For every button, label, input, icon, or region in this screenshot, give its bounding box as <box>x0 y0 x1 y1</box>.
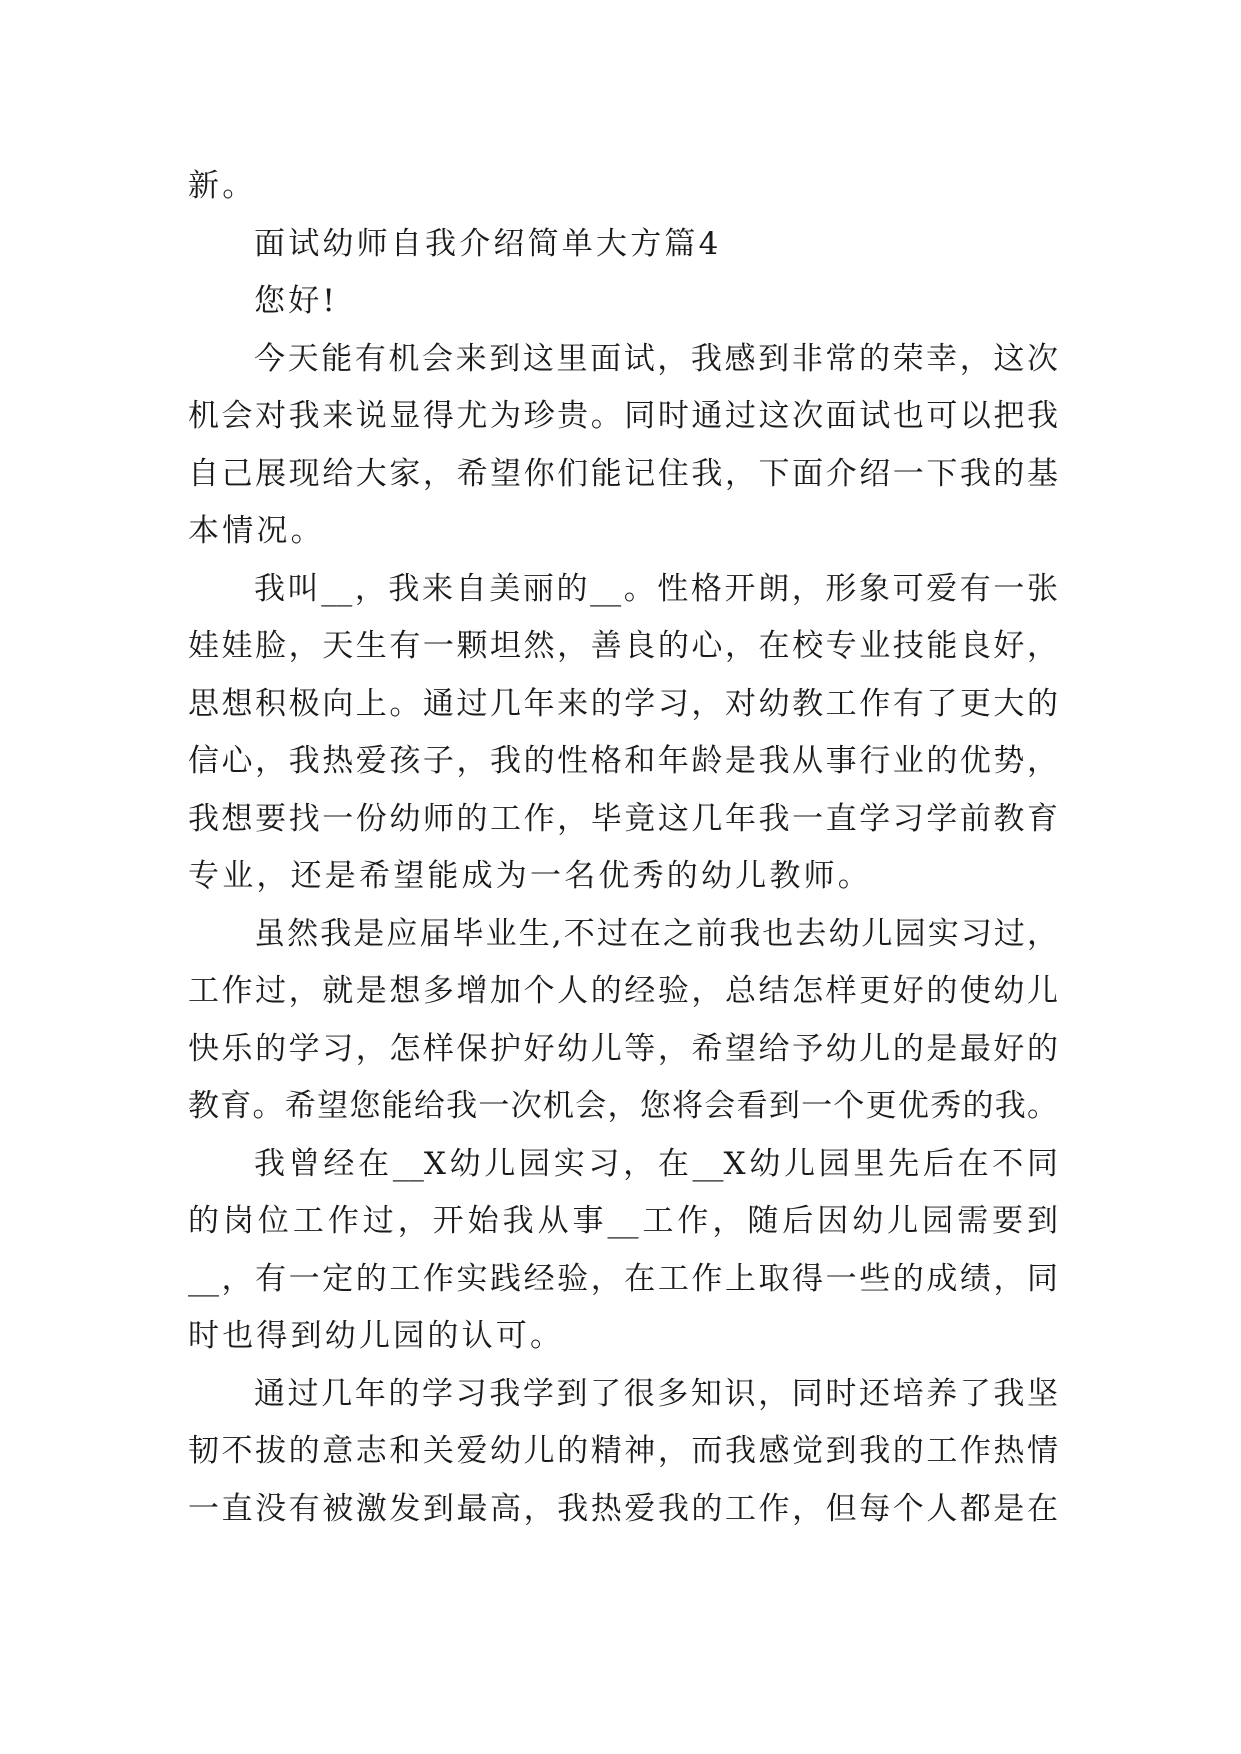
text-line: 思想积极向上。通过几年来的学习，对幼教工作有了更大的 <box>188 685 1058 722</box>
text-line: 我叫__，我来自美丽的__。性格开朗，形象可爱有一张 <box>254 570 1058 607</box>
text-line: 自己展现给大家，希望你们能记住我，下面介绍一下我的基 <box>188 455 1058 492</box>
text-line: 虽然我是应届毕业生,不过在之前我也去幼儿园实习过， <box>254 915 1058 952</box>
greeting-line: 您好! <box>254 283 339 319</box>
text-line: 一直没有被激发到最高，我热爱我的工作，但每个人都是在 <box>188 1490 1058 1527</box>
text-line: 时也得到幼儿园的认可。 <box>188 1318 565 1354</box>
text-line: 今天能有机会来到这里面试，我感到非常的荣幸，这次 <box>254 340 1058 377</box>
text-line: __，有一定的工作实践经验，在工作上取得一些的成绩，同 <box>188 1260 1058 1297</box>
text-line: 的岗位工作过，开始我从事__工作，随后因幼儿园需要到 <box>188 1203 1058 1239</box>
text-line: 娃娃脸，天生有一颗坦然，善良的心，在校专业技能良好， <box>188 628 1058 664</box>
text-line: 本情况。 <box>188 513 325 549</box>
text-line: 我曾经在__X幼儿园实习，在__X幼儿园里先后在不同 <box>254 1145 1058 1182</box>
text-line: 工作过，就是想多增加个人的经验，总结怎样更好的使幼儿 <box>188 973 1058 1009</box>
document-body <box>188 158 1058 1538</box>
section-heading: 面试幼师自我介绍简单大方篇4 <box>254 225 722 262</box>
text-line: 教育。希望您能给我一次机会，您将会看到一个更优秀的我。 <box>188 1088 1058 1124</box>
text-line: 快乐的学习，怎样保护好幼儿等，希望给予幼儿的是最好的 <box>188 1030 1058 1067</box>
text-line: 机会对我来说显得尤为珍贵。同时通过这次面试也可以把我 <box>188 398 1058 434</box>
text-line: 信心，我热爱孩子，我的性格和年龄是我从事行业的优势， <box>188 743 1058 779</box>
text-line: 专业，还是希望能成为一名优秀的幼儿教师。 <box>188 858 872 894</box>
text-line: 我想要找一份幼师的工作，毕竟这几年我一直学习学前教育 <box>188 800 1058 837</box>
text-line: 通过几年的学习我学到了很多知识，同时还培养了我坚 <box>254 1375 1058 1412</box>
text-line: 新。 <box>188 168 257 204</box>
text-line: 韧不拔的意志和关爱幼儿的精神，而我感觉到我的工作热情 <box>188 1433 1058 1469</box>
